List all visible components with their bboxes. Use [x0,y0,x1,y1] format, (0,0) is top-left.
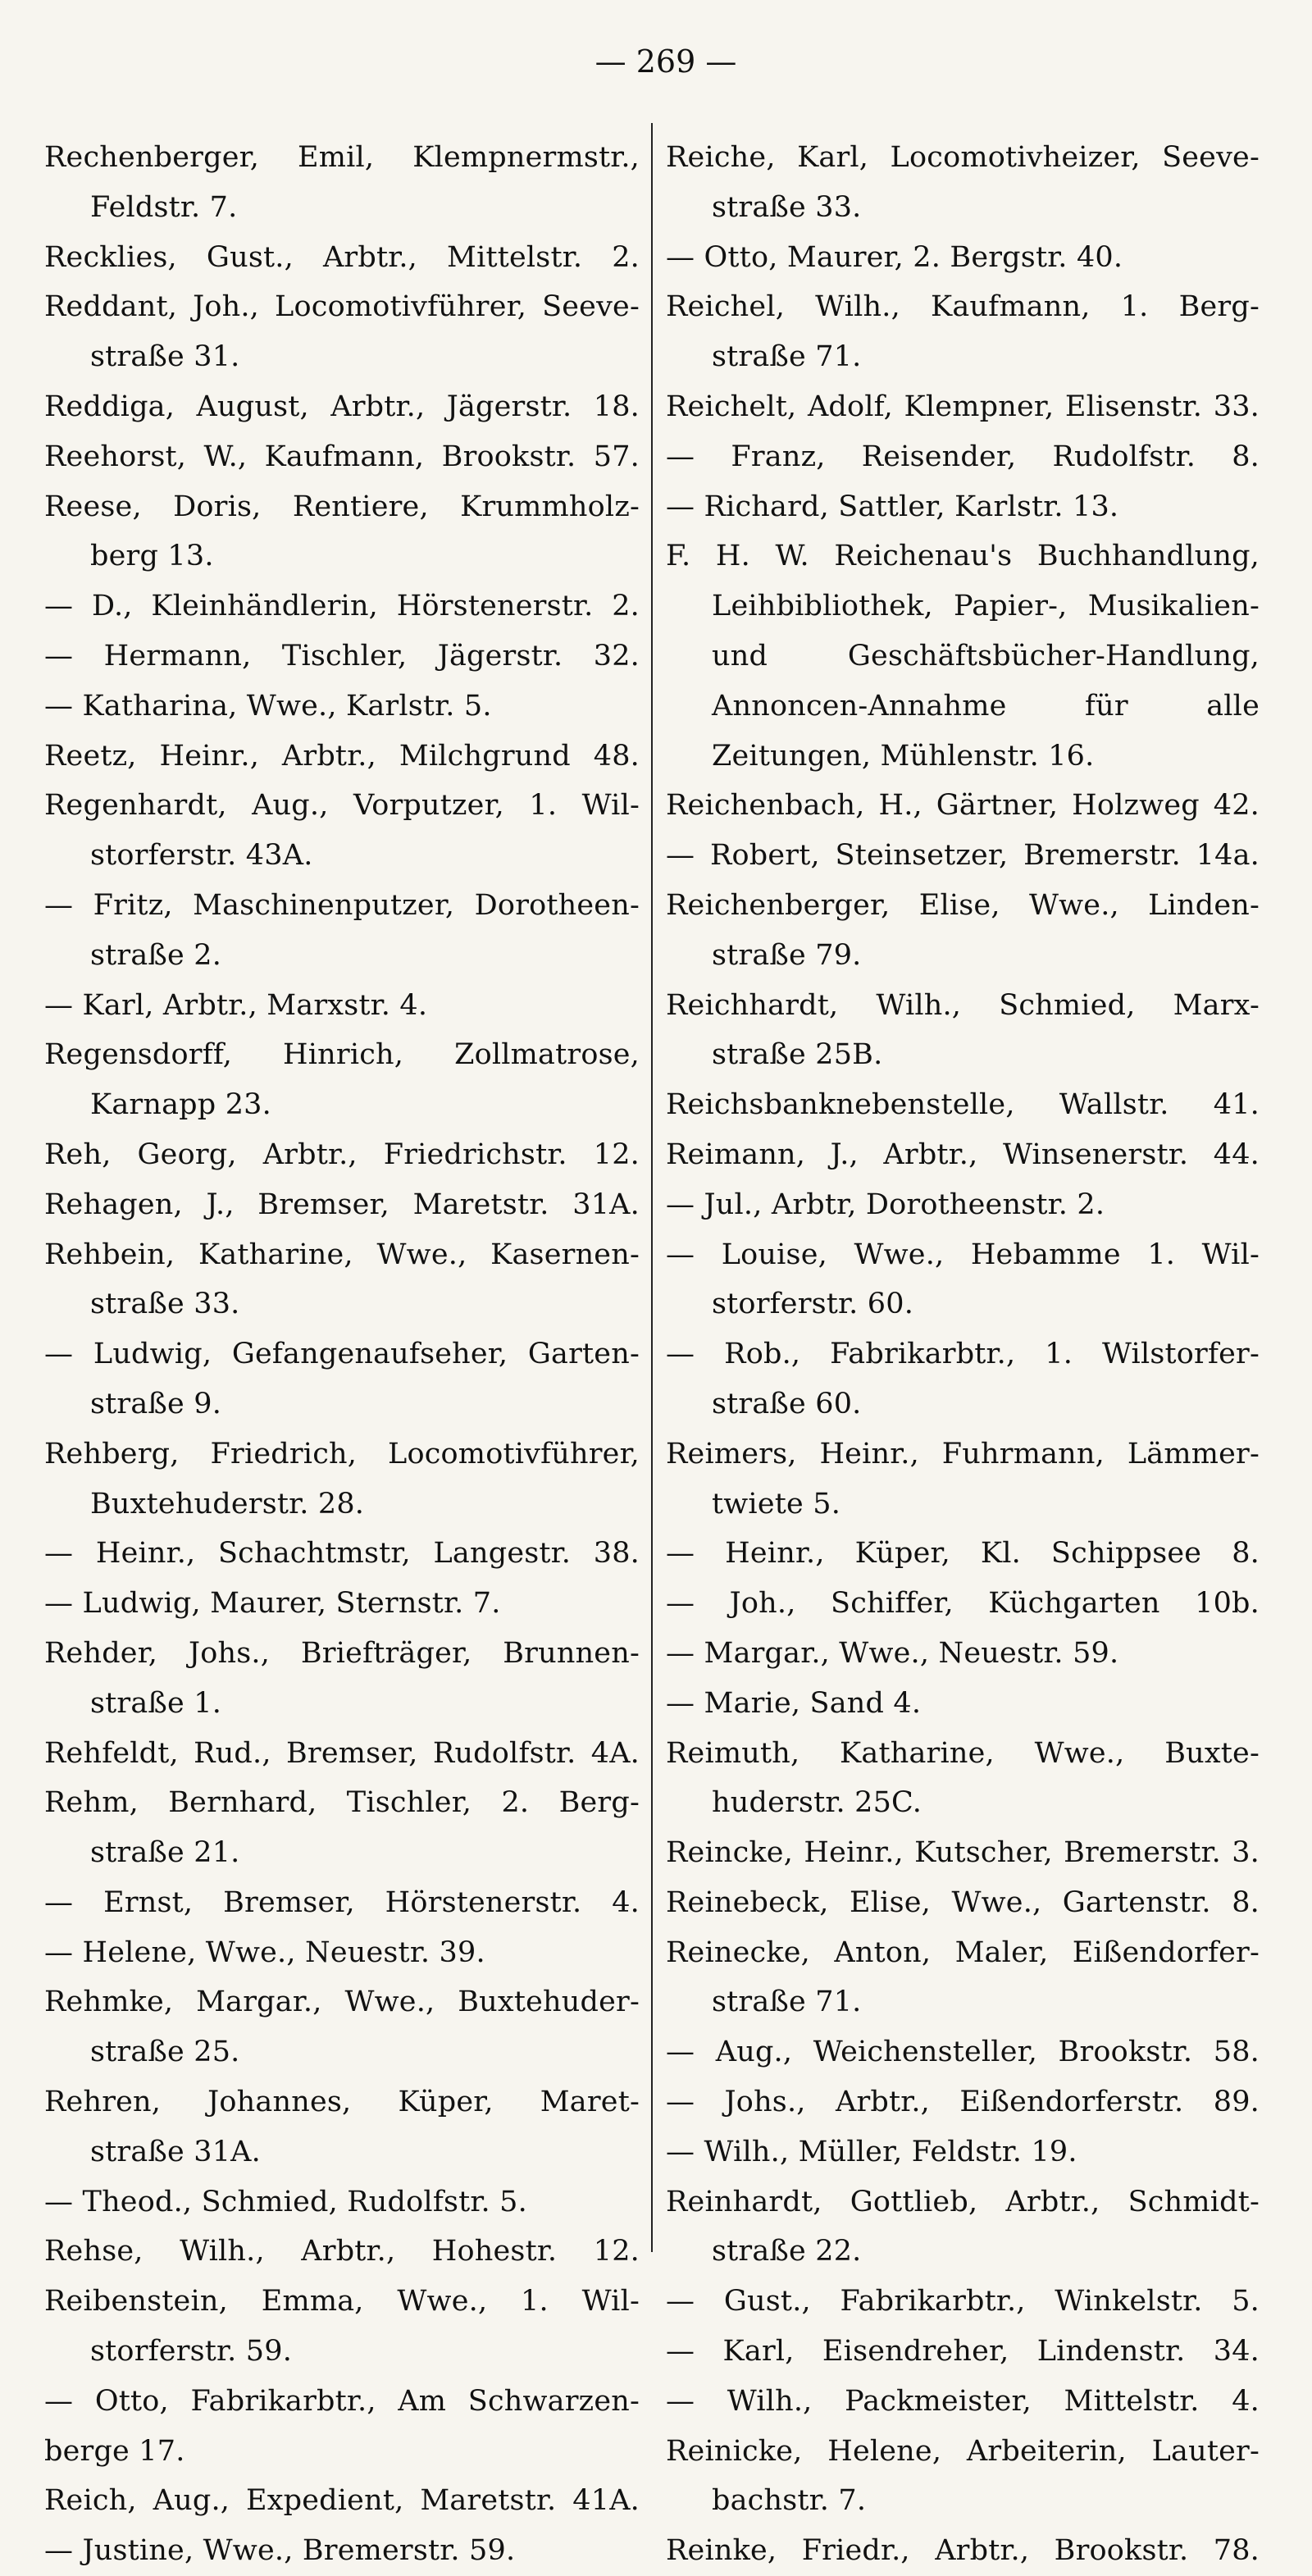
directory-entry-line: straße 71. [712,1986,862,2019]
directory-entry-line: Reimuth, Katharine, Wwe., Buxte- [666,1736,1260,1770]
directory-entry-line: bachstr. 7. [712,2484,867,2518]
directory-entry-line: Reinebeck, Elise, Wwe., Gartenstr. 8. [666,1885,1260,1919]
directory-entry-line: Reich, Aug., Expedient, Maretstr. 41A. [44,2484,640,2518]
directory-entry-line: — Marie, Sand 4. [666,1686,922,1720]
directory-entry-line: straße 25. [90,2036,240,2069]
directory-entry-line: Reichhardt, Wilh., Schmied, Marx- [666,988,1260,1022]
directory-entry-line: — Jul., Arbtr, Dorotheenstr. 2. [666,1188,1105,1221]
directory-entry-line: straße 25B. [712,1038,883,1072]
directory-entry-line: — Richard, Sattler, Karlstr. 13. [666,490,1119,523]
directory-entry-line: Annoncen-Annahme für alle [712,689,1260,723]
directory-entry-line: — Franz, Reisender, Rudolfstr. 8. [666,440,1260,473]
directory-entry-line: Reh, Georg, Arbtr., Friedrichstr. 12. [44,1138,640,1171]
directory-entry-line: Rehberg, Friedrich, Locomotivführer, [44,1437,640,1470]
directory-entry-line: Reiche, Karl, Locomotivheizer, Seeve- [666,141,1260,174]
directory-entry-line: — Rob., Fabrikarbtr., 1. Wilstorfer- [666,1338,1260,1371]
directory-entry-line: Reinhardt, Gottlieb, Arbtr., Schmidt- [666,2185,1260,2218]
columns [44,133,1279,2576]
directory-entry-line: — Wilh., Packmeister, Mittelstr. 4. [666,2384,1260,2418]
directory-entry-line: straße 31A. [90,2135,261,2168]
directory-entry-line: Reichenbach, H., Gärtner, Holzweg 42. [666,789,1260,823]
page-number: — 269 — [594,43,737,80]
directory-entry-line: — Theod., Schmied, Rudolfstr. 5. [44,2185,527,2218]
directory-entry-line: straße 60. [712,1387,862,1420]
directory-entry-line: storferstr. 60. [712,1288,914,1321]
directory-entry-line: Reddant, Joh., Locomotivführer, Seeve- [44,290,640,324]
directory-entry-line: — Margar., Wwe., Neuestr. 59. [666,1636,1119,1670]
directory-entry-line: — Heinr., Schachtmstr, Langestr. 38. [44,1537,640,1571]
directory-entry-line: Reinke, Friedr., Arbtr., Brookstr. 78. [666,2534,1260,2568]
right-column [653,133,1260,2576]
directory-entry-line: berg 13. [90,540,214,573]
directory-entry-line: Zeitungen, Mühlenstr. 16. [712,739,1095,773]
directory-entry-line: berge 17. [44,2434,185,2468]
directory-entry-line: — Helene, Wwe., Neuestr. 39. [44,1935,485,1969]
directory-entry-line: huderstr. 25C. [712,1786,922,1820]
directory-entry-line: Reinecke, Anton, Maler, Eißendorfer- [666,1935,1260,1969]
directory-entry-line: — Karl, Eisendreher, Lindenstr. 34. [666,2335,1260,2369]
directory-entry-line: — Hermann, Tischler, Jägerstr. 32. [44,639,640,672]
directory-entry-line: straße 22. [712,2235,862,2268]
directory-entry-line: straße 2. [90,938,222,972]
directory-entry-line: — Joh., Schiffer, Küchgarten 10b. [666,1587,1260,1621]
directory-entry-line: Leihbibliothek, Papier-, Musikalien- [712,590,1260,623]
directory-entry-line: — Heinr., Küper, Kl. Schippsee 8. [666,1537,1260,1571]
directory-entry-line: Reibenstein, Emma, Wwe., 1. Wil- [44,2285,640,2318]
directory-entry-line: Feldstr. 7. [90,190,238,224]
directory-entry-line: — Wilh., Müller, Feldstr. 19. [666,2135,1077,2168]
directory-entry-line: Reimers, Heinr., Fuhrmann, Lämmer- [666,1437,1260,1470]
directory-entry-line: Rehbein, Katharine, Wwe., Kasernen- [44,1238,640,1271]
directory-entry-line: Reichel, Wilh., Kaufmann, 1. Berg- [666,290,1260,324]
directory-entry-line: F. H. W. Reichenau's Buchhandlung, [666,540,1260,573]
directory-entry-line: straße 9. [90,1387,222,1420]
directory-entry-line: Reichelt, Adolf, Klempner, Elisenstr. 33. [666,390,1260,423]
directory-entry-line: — Johs., Arbtr., Eißendorferstr. 89. [666,2086,1260,2119]
directory-entry-line: straße 33. [90,1288,240,1321]
directory-entry-line: — Fritz, Maschinenputzer, Dorotheen- [44,888,640,922]
directory-entry-line: straße 31. [90,340,240,374]
directory-entry-line: — Otto, Maurer, 2. Bergstr. 40. [666,240,1123,274]
directory-entry-line: Recklies, Gust., Arbtr., Mittelstr. 2. [44,240,640,274]
directory-entry-line: Reimann, J., Arbtr., Winsenerstr. 44. [666,1138,1260,1171]
directory-entry-line: — Katharina, Wwe., Karlstr. 5. [44,689,492,723]
directory-entry-line: — Karl, Arbtr., Marxstr. 4. [44,988,428,1022]
directory-entry-line: Karnapp 23. [90,1088,271,1122]
directory-entry-line: Rehmke, Margar., Wwe., Buxtehuder- [44,1986,640,2019]
directory-entry-line: Rechenberger, Emil, Klempnermstr., [44,141,640,174]
directory-entry-line: Reddiga, August, Arbtr., Jägerstr. 18. [44,390,640,423]
directory-entry-line: Reincke, Heinr., Kutscher, Bremerstr. 3. [666,1836,1260,1870]
directory-entry-line: — Ludwig, Maurer, Sternstr. 7. [44,1587,501,1621]
directory-entry-line: Rehren, Johannes, Küper, Maret- [44,2086,640,2119]
directory-entry-line: Rehm, Bernhard, Tischler, 2. Berg- [44,1786,640,1820]
directory-entry-line: straße 1. [90,1686,222,1720]
directory-entry-line: Buxtehuderstr. 28. [90,1487,365,1521]
directory-entry-line: Regensdorff, Hinrich, Zollmatrose, [44,1038,640,1072]
directory-entry-line: Rehse, Wilh., Arbtr., Hohestr. 12. [44,2235,640,2268]
directory-entry-line: straße 33. [712,190,862,224]
directory-entry-line: — Ernst, Bremser, Hörstenerstr. 4. [44,1885,640,1919]
directory-entry-line: Rehder, Johs., Briefträger, Brunnen- [44,1636,640,1670]
directory-entry-line: Regenhardt, Aug., Vorputzer, 1. Wil- [44,789,640,823]
directory-entry-line: und Geschäftsbücher-Handlung, [712,639,1260,672]
directory-entry-line: — D., Kleinhändlerin, Hörstenerstr. 2. [44,590,640,623]
directory-entry-line: Reehorst, W., Kaufmann, Brookstr. 57. [44,440,640,473]
left-column [44,133,651,2576]
directory-entry-line: Reese, Doris, Rentiere, Krummholz- [44,490,640,523]
directory-entry-line: Reichenberger, Elise, Wwe., Linden- [666,888,1260,922]
directory-entry-line: — Robert, Steinsetzer, Bremerstr. 14a. [666,839,1260,873]
directory-entry-line: — Justine, Wwe., Bremerstr. 59. [44,2534,516,2568]
directory-entry-line: straße 79. [712,938,862,972]
directory-entry-line: — Aug., Weichensteller, Brookstr. 58. [666,2036,1260,2069]
directory-entry-line: Reetz, Heinr., Arbtr., Milchgrund 48. [44,739,640,773]
directory-entry-line: twiete 5. [712,1487,841,1521]
directory-entry-line: Rehagen, J., Bremser, Maretstr. 31A. [44,1188,640,1221]
directory-entry-line: — Ludwig, Gefangenaufseher, Garten- [44,1338,640,1371]
directory-entry-line: — Gust., Fabrikarbtr., Winkelstr. 5. [666,2285,1260,2318]
directory-entry-line: Rehfeldt, Rud., Bremser, Rudolfstr. 4A. [44,1736,640,1770]
directory-entry-line: straße 71. [712,340,862,374]
directory-entry-line: straße 21. [90,1836,240,1870]
directory-entry-line: — Louise, Wwe., Hebamme 1. Wil- [666,1238,1260,1271]
directory-entry-line: — Otto, Fabrikarbtr., Am Schwarzen- [44,2384,640,2418]
directory-entry-line: Reichsbanknebenstelle, Wallstr. 41. [666,1088,1260,1122]
directory-entry-line: storferstr. 43A. [90,839,313,873]
directory-entry-line: Reinicke, Helene, Arbeiterin, Lauter- [666,2434,1260,2468]
directory-entry-line: storferstr. 59. [90,2335,293,2369]
